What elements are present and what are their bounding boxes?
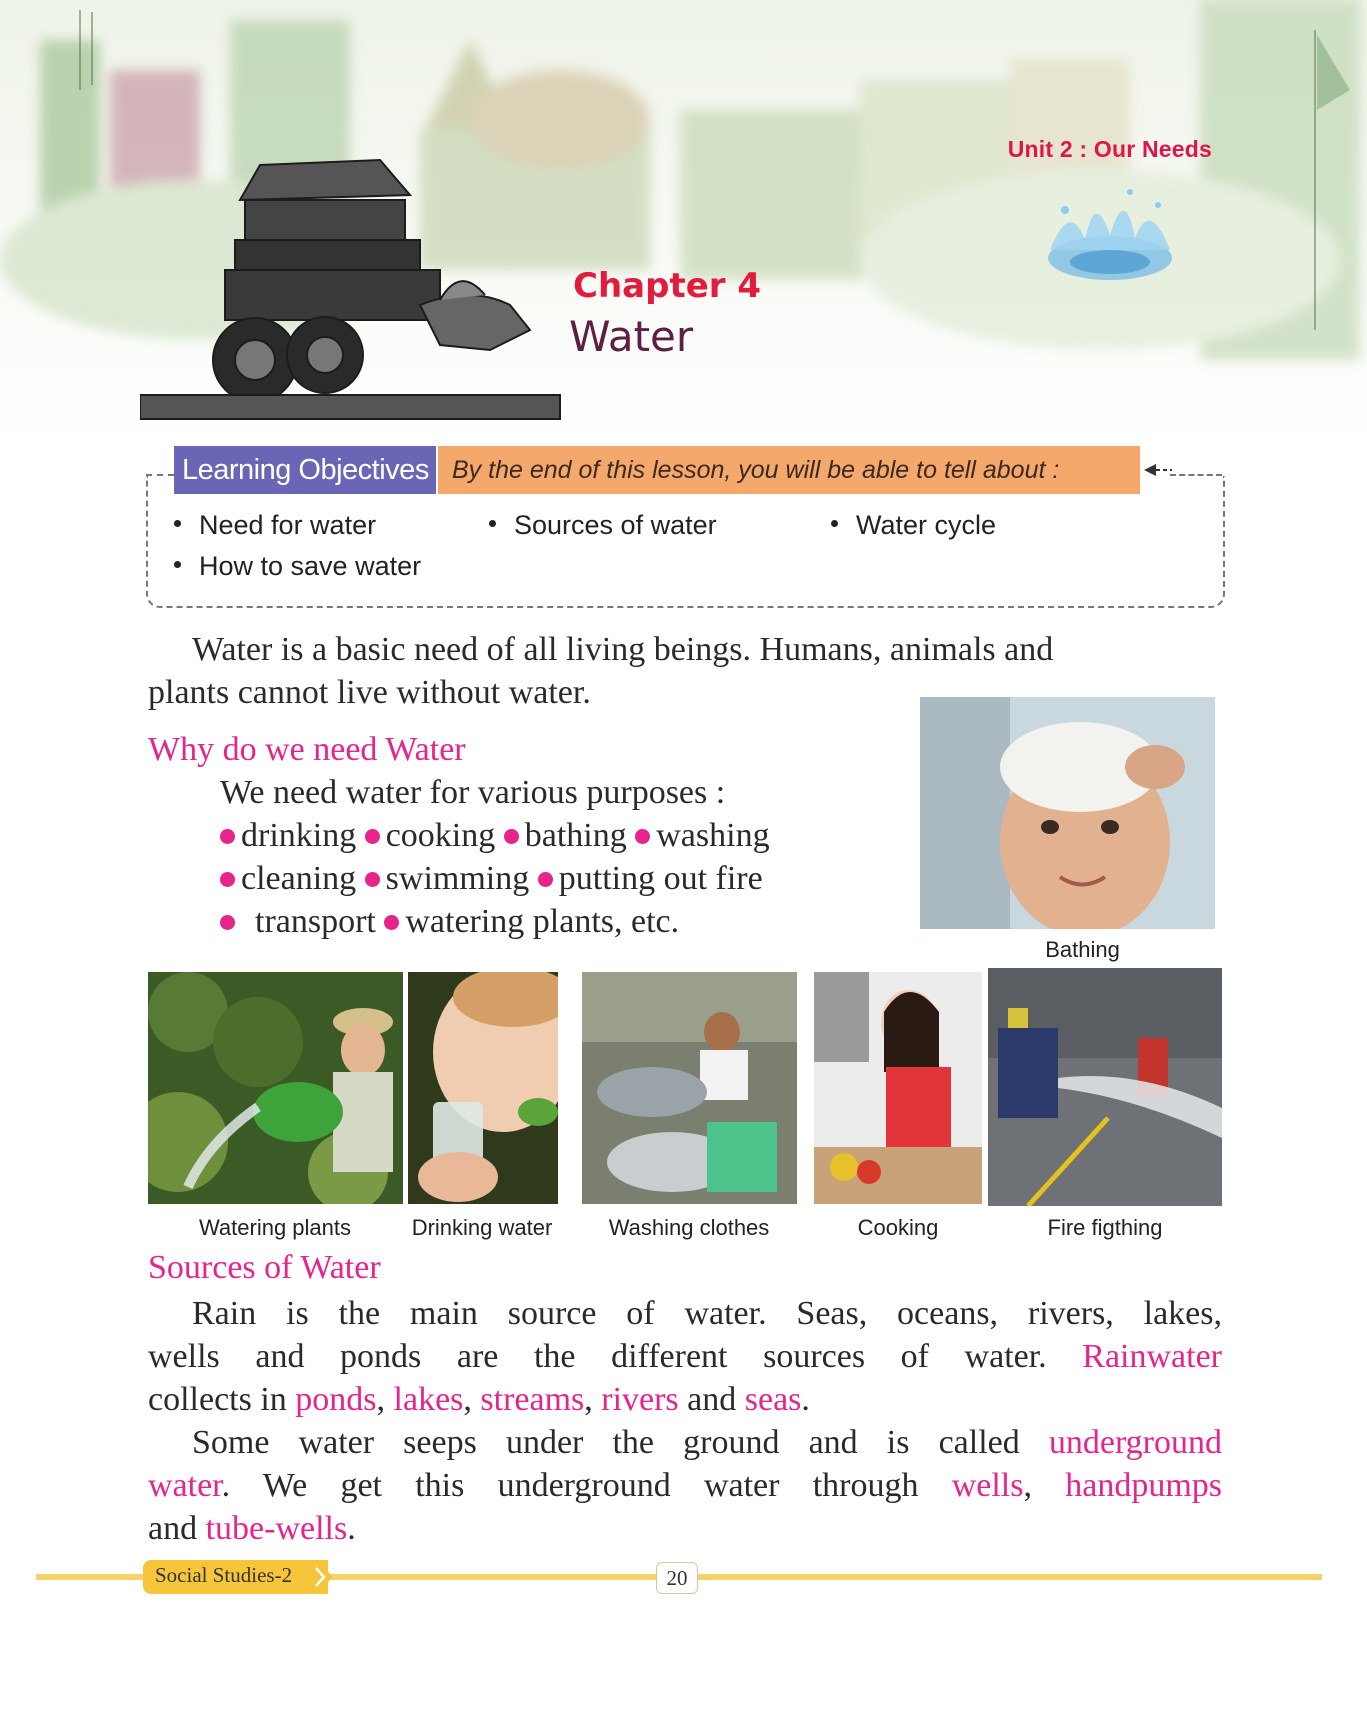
- sources-p1-line3: collects in ponds, lakes, streams, rivers and seas.: [148, 1381, 810, 1418]
- bullet-icon: [504, 829, 519, 844]
- caption-watering-plants: Watering plants: [198, 1215, 352, 1240]
- bullet-icon: [365, 872, 380, 887]
- purpose-row: transport watering plants, etc.: [220, 903, 679, 941]
- bullet-icon: [538, 872, 553, 887]
- sources-heading: Sources of Water: [148, 1249, 381, 1286]
- objective-item: How to save water: [174, 551, 421, 582]
- washing-clothes-photo: [582, 972, 797, 1204]
- caption-bathing: Bathing: [1045, 937, 1120, 962]
- bullet-icon: [220, 915, 235, 930]
- objectives-intro: By the end of this lesson, you will be able to tell about :: [438, 446, 1140, 494]
- sources-p1-line2: wells and ponds are the different sources of water. Rainwater: [148, 1338, 1222, 1375]
- bullet-icon: [489, 520, 496, 527]
- stone-chariot-illustration: [140, 155, 570, 425]
- objectives-box: [146, 476, 1225, 608]
- objective-item: Need for water: [174, 510, 376, 541]
- caption-drinking-water: Drinking water: [411, 1215, 553, 1240]
- caption-fire-fighting: Fire figthing: [1047, 1215, 1163, 1240]
- drinking-water-photo: [408, 972, 558, 1204]
- bullet-icon: [831, 520, 838, 527]
- purpose-row: cleaning swimming putting out fire: [220, 860, 763, 898]
- caption-washing-clothes: Washing clothes: [608, 1215, 770, 1240]
- intro-line-1: Water is a basic need of all living beings. Humans, animals and: [192, 631, 1054, 668]
- bullet-icon: [174, 520, 181, 527]
- bullet-icon: [220, 872, 235, 887]
- chapter-number: Chapter 4: [573, 266, 762, 306]
- sources-p2-line3: and tube-wells.: [148, 1510, 356, 1547]
- bathing-photo: [920, 697, 1215, 929]
- bullet-icon: [384, 915, 399, 930]
- water-splash-icon: [1030, 180, 1190, 290]
- bullet-icon: [174, 561, 181, 568]
- sources-p2-line1: Some water seeps under the ground and is called underground: [192, 1424, 1222, 1461]
- unit-title: Unit 2 : Our Needs: [1007, 136, 1212, 162]
- cooking-photo: [814, 972, 982, 1204]
- footer-subject: Social Studies-2: [155, 1563, 293, 1587]
- sources-p2-line2: water. We get this underground water through wells, handpumps: [148, 1467, 1223, 1504]
- chapter-title: Water: [569, 312, 694, 361]
- intro-line-2: plants cannot live without water.: [148, 674, 591, 711]
- why-heading: Why do we need Water: [148, 731, 466, 768]
- bullet-icon: [220, 829, 235, 844]
- bullet-icon: [635, 829, 650, 844]
- why-lead: We need water for various purposes :: [220, 774, 726, 811]
- chevron-right-icon: [310, 1560, 332, 1594]
- objective-item: Water cycle: [831, 510, 996, 541]
- objectives-label: Learning Objectives: [174, 446, 436, 494]
- objective-item: Sources of water: [489, 510, 717, 541]
- caption-cooking: Cooking: [857, 1215, 939, 1240]
- sources-p1-line1: Rain is the main source of water. Seas, oceans, rivers, lakes,: [192, 1295, 1222, 1332]
- watering-plants-photo: [148, 972, 403, 1204]
- bullet-icon: [365, 829, 380, 844]
- purpose-row: drinking cooking bathing washing: [220, 817, 770, 855]
- fire-fighting-photo: [988, 968, 1222, 1206]
- arrow-left-icon: [1144, 462, 1174, 478]
- page-number: 20: [656, 1562, 698, 1594]
